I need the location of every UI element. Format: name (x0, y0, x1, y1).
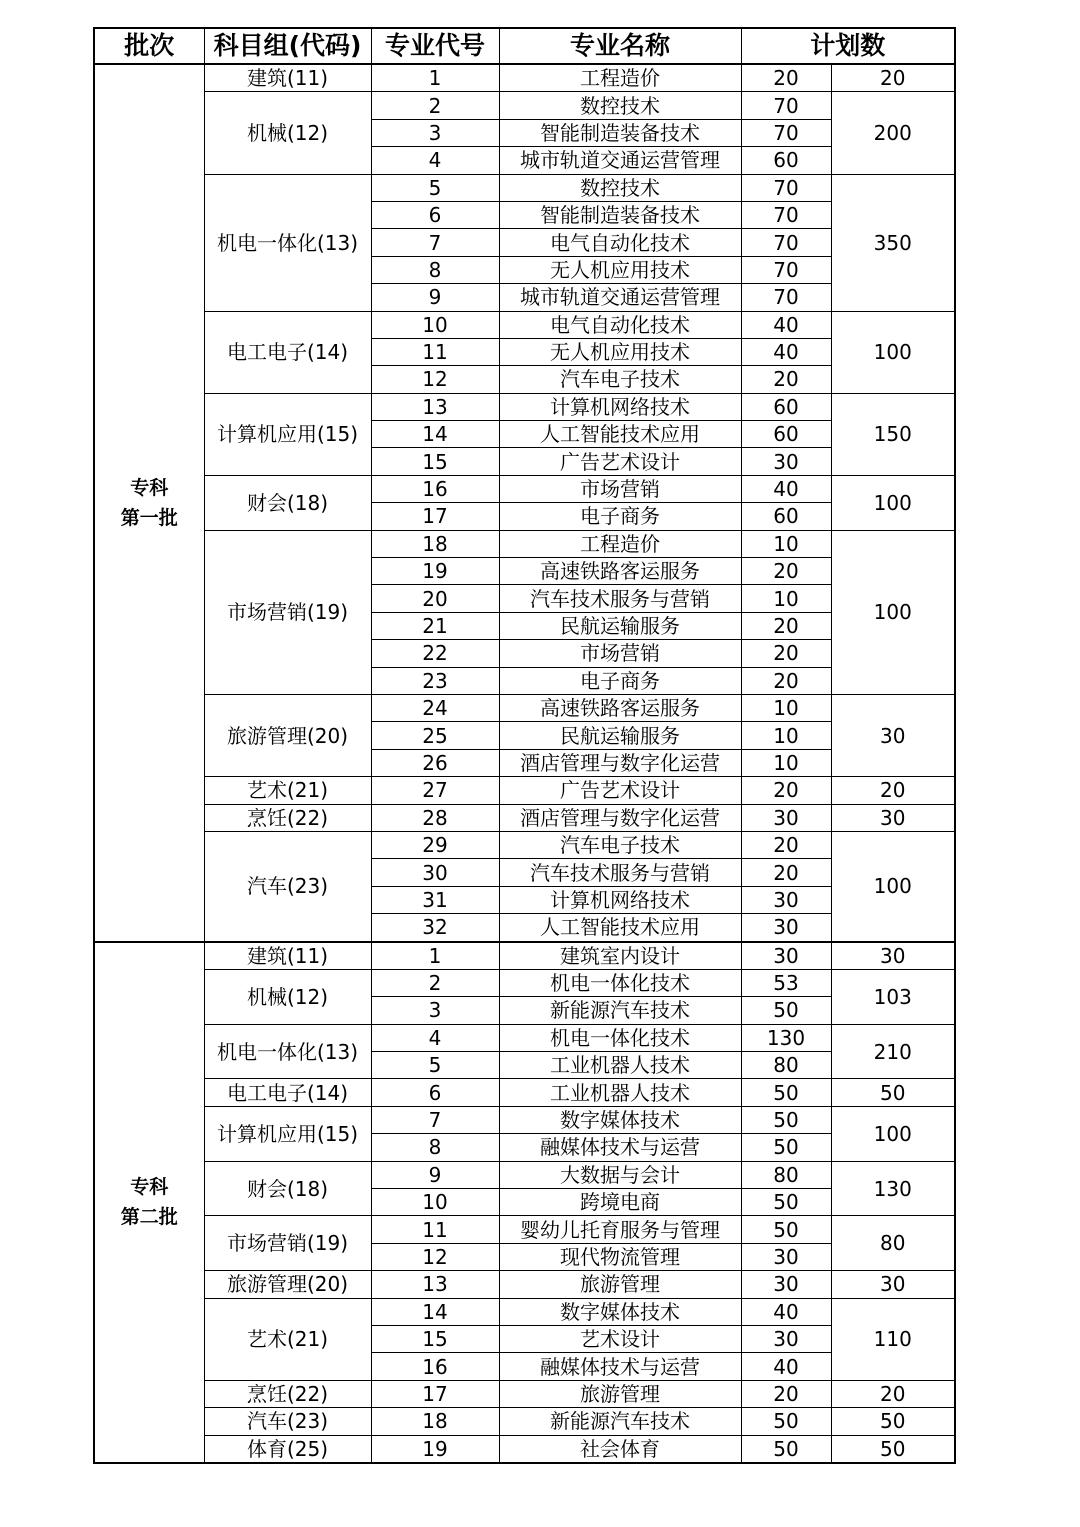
subject-group-cell: 市场营销(19) (204, 530, 371, 694)
subject-group-cell: 机械(12) (204, 92, 371, 174)
plan-count-cell: 60 (741, 393, 831, 420)
major-code-cell: 11 (371, 338, 499, 365)
plan-count-cell: 60 (741, 421, 831, 448)
major-code-cell: 18 (371, 530, 499, 557)
major-name-cell: 电子商务 (499, 503, 741, 530)
major-code-cell: 11 (371, 1216, 499, 1243)
plan-count-cell: 70 (741, 119, 831, 146)
plan-count-cell: 20 (741, 612, 831, 639)
major-code-cell: 17 (371, 1380, 499, 1407)
header-row (94, 28, 955, 64)
major-name-cell: 汽车技术服务与营销 (499, 585, 741, 612)
plan-count-cell: 30 (741, 1325, 831, 1352)
plan-count-cell: 10 (741, 585, 831, 612)
major-name-cell: 旅游管理 (499, 1271, 741, 1298)
plan-count-cell: 30 (741, 1243, 831, 1270)
major-name-cell: 酒店管理与数字化运营 (499, 749, 741, 776)
major-code-cell: 6 (371, 201, 499, 228)
major-code-cell: 24 (371, 694, 499, 721)
major-code-cell: 29 (371, 831, 499, 858)
major-name-cell: 新能源汽车技术 (499, 1408, 741, 1435)
plan-count-cell: 10 (741, 722, 831, 749)
major-code-cell: 12 (371, 366, 499, 393)
major-name-cell: 民航运输服务 (499, 612, 741, 639)
table-row (94, 311, 955, 338)
major-name-cell: 汽车电子技术 (499, 831, 741, 858)
major-code-cell: 1 (371, 942, 499, 970)
plan-count-cell: 20 (741, 1380, 831, 1407)
major-code-cell: 4 (371, 1024, 499, 1051)
plan-count-cell: 30 (741, 886, 831, 913)
table-row (94, 1298, 955, 1325)
plan-count-cell: 50 (741, 1106, 831, 1133)
major-code-cell: 5 (371, 174, 499, 201)
batch-label-line2: 第一批 (120, 506, 178, 529)
table-row (94, 92, 955, 119)
major-code-cell: 8 (371, 256, 499, 283)
plan-count-cell: 30 (741, 804, 831, 831)
major-name-cell: 计算机网络技术 (499, 393, 741, 420)
plan-count-cell: 10 (741, 749, 831, 776)
major-code-cell: 9 (371, 1161, 499, 1188)
plan-count-cell: 50 (741, 1216, 831, 1243)
header-plan-count: 计划数 (741, 28, 955, 64)
major-name-cell: 高速铁路客运服务 (499, 558, 741, 585)
table-row (94, 969, 955, 996)
major-name-cell: 酒店管理与数字化运营 (499, 804, 741, 831)
table-row (94, 64, 955, 92)
batch-label-line1: 专科 (130, 476, 169, 499)
batch-cell (94, 64, 204, 942)
major-name-cell: 智能制造装备技术 (499, 119, 741, 146)
subject-group-cell: 艺术(21) (204, 777, 371, 804)
major-name-cell: 融媒体技术与运营 (499, 1134, 741, 1161)
major-code-cell: 2 (371, 92, 499, 119)
plan-count-cell: 20 (741, 640, 831, 667)
major-code-cell: 23 (371, 667, 499, 694)
plan-count-cell: 20 (741, 831, 831, 858)
major-name-cell: 机电一体化技术 (499, 1024, 741, 1051)
major-code-cell: 8 (371, 1134, 499, 1161)
group-total-cell: 30 (831, 804, 955, 831)
plan-count-cell: 70 (741, 174, 831, 201)
group-total-cell: 20 (831, 1380, 955, 1407)
table-row (94, 1216, 955, 1243)
major-name-cell: 大数据与会计 (499, 1161, 741, 1188)
group-total-cell: 30 (831, 694, 955, 776)
major-code-cell: 22 (371, 640, 499, 667)
group-total-cell: 150 (831, 393, 955, 475)
major-code-cell: 9 (371, 284, 499, 311)
major-name-cell: 新能源汽车技术 (499, 997, 741, 1024)
major-name-cell: 工程造价 (499, 530, 741, 557)
major-name-cell: 广告艺术设计 (499, 777, 741, 804)
major-code-cell: 16 (371, 475, 499, 502)
table-row (94, 804, 955, 831)
table-row (94, 530, 955, 557)
group-total-cell: 210 (831, 1024, 955, 1079)
table-row (94, 1408, 955, 1435)
major-name-cell: 城市轨道交通运营管理 (499, 147, 741, 174)
plan-count-cell: 130 (741, 1024, 831, 1051)
major-code-cell: 4 (371, 147, 499, 174)
major-name-cell: 电气自动化技术 (499, 229, 741, 256)
major-name-cell: 工程造价 (499, 64, 741, 92)
major-name-cell: 广告艺术设计 (499, 448, 741, 475)
major-name-cell: 人工智能技术应用 (499, 421, 741, 448)
major-code-cell: 30 (371, 859, 499, 886)
plan-count-cell: 70 (741, 201, 831, 228)
major-name-cell: 现代物流管理 (499, 1243, 741, 1270)
plan-count-cell: 53 (741, 969, 831, 996)
table-row (94, 777, 955, 804)
subject-group-cell: 烹饪(22) (204, 1380, 371, 1407)
major-name-cell: 市场营销 (499, 475, 741, 502)
plan-count-cell: 70 (741, 92, 831, 119)
subject-group-cell: 市场营销(19) (204, 1216, 371, 1271)
major-code-cell: 13 (371, 1271, 499, 1298)
plan-count-cell: 60 (741, 503, 831, 530)
major-code-cell: 1 (371, 64, 499, 92)
group-total-cell: 100 (831, 530, 955, 694)
header-batch: 批次 (94, 28, 204, 64)
group-total-cell: 20 (831, 777, 955, 804)
group-total-cell: 80 (831, 1216, 955, 1271)
major-name-cell: 电气自动化技术 (499, 311, 741, 338)
plan-count-cell: 50 (741, 1408, 831, 1435)
subject-group-cell: 机电一体化(13) (204, 174, 371, 311)
plan-count-cell: 70 (741, 256, 831, 283)
major-code-cell: 14 (371, 421, 499, 448)
major-code-cell: 5 (371, 1052, 499, 1079)
major-code-cell: 3 (371, 119, 499, 146)
group-total-cell: 130 (831, 1161, 955, 1216)
major-code-cell: 10 (371, 311, 499, 338)
major-code-cell: 7 (371, 229, 499, 256)
major-name-cell: 艺术设计 (499, 1325, 741, 1352)
major-code-cell: 15 (371, 1325, 499, 1352)
table-row (94, 174, 955, 201)
enrollment-plan-table (93, 27, 956, 1464)
plan-count-cell: 10 (741, 694, 831, 721)
table-row (94, 1079, 955, 1106)
group-total-cell: 350 (831, 174, 955, 311)
header-major-code: 专业代号 (371, 28, 499, 64)
table-row (94, 475, 955, 502)
plan-count-cell: 30 (741, 942, 831, 970)
group-total-cell: 30 (831, 1271, 955, 1298)
major-code-cell: 12 (371, 1243, 499, 1270)
major-name-cell: 汽车电子技术 (499, 366, 741, 393)
plan-count-cell: 50 (741, 1189, 831, 1216)
major-code-cell: 16 (371, 1353, 499, 1380)
batch-cell (94, 942, 204, 1463)
major-name-cell: 智能制造装备技术 (499, 201, 741, 228)
group-total-cell: 100 (831, 475, 955, 530)
major-name-cell: 电子商务 (499, 667, 741, 694)
plan-count-cell: 70 (741, 229, 831, 256)
major-name-cell: 工业机器人技术 (499, 1052, 741, 1079)
subject-group-cell: 电工电子(14) (204, 1079, 371, 1106)
subject-group-cell: 机电一体化(13) (204, 1024, 371, 1079)
table-row (94, 1161, 955, 1188)
major-code-cell: 7 (371, 1106, 499, 1133)
plan-count-cell: 20 (741, 558, 831, 585)
major-code-cell: 13 (371, 393, 499, 420)
subject-group-cell: 财会(18) (204, 475, 371, 530)
major-code-cell: 10 (371, 1189, 499, 1216)
plan-count-cell: 20 (741, 777, 831, 804)
plan-count-cell: 40 (741, 1353, 831, 1380)
group-total-cell: 200 (831, 92, 955, 174)
major-name-cell: 无人机应用技术 (499, 338, 741, 365)
subject-group-cell: 烹饪(22) (204, 804, 371, 831)
plan-count-cell: 40 (741, 338, 831, 365)
major-code-cell: 21 (371, 612, 499, 639)
major-name-cell: 社会体育 (499, 1435, 741, 1463)
group-total-cell: 30 (831, 942, 955, 970)
plan-count-cell: 40 (741, 311, 831, 338)
major-code-cell: 2 (371, 969, 499, 996)
major-code-cell: 19 (371, 558, 499, 585)
major-name-cell: 高速铁路客运服务 (499, 694, 741, 721)
table-row (94, 393, 955, 420)
major-code-cell: 14 (371, 1298, 499, 1325)
major-name-cell: 旅游管理 (499, 1380, 741, 1407)
subject-group-cell: 财会(18) (204, 1161, 371, 1216)
header-major-name: 专业名称 (499, 28, 741, 64)
plan-count-cell: 80 (741, 1161, 831, 1188)
major-name-cell: 数字媒体技术 (499, 1298, 741, 1325)
plan-count-cell: 20 (741, 64, 831, 92)
plan-count-cell: 60 (741, 147, 831, 174)
subject-group-cell: 旅游管理(20) (204, 694, 371, 776)
plan-count-cell: 20 (741, 859, 831, 886)
group-total-cell: 100 (831, 1106, 955, 1161)
group-total-cell: 100 (831, 311, 955, 393)
plan-count-cell: 10 (741, 530, 831, 557)
group-total-cell: 50 (831, 1079, 955, 1106)
plan-count-cell: 50 (741, 1134, 831, 1161)
plan-count-cell: 20 (741, 366, 831, 393)
major-code-cell: 25 (371, 722, 499, 749)
group-total-cell: 20 (831, 64, 955, 92)
plan-count-cell: 30 (741, 1271, 831, 1298)
table-row (94, 1024, 955, 1051)
table-body (94, 64, 955, 1463)
subject-group-cell: 旅游管理(20) (204, 1271, 371, 1298)
table-row (94, 1435, 955, 1463)
major-name-cell: 婴幼儿托育服务与管理 (499, 1216, 741, 1243)
subject-group-cell: 建筑(11) (204, 942, 371, 970)
subject-group-cell: 体育(25) (204, 1435, 371, 1463)
major-code-cell: 18 (371, 1408, 499, 1435)
plan-count-cell: 30 (741, 914, 831, 942)
plan-count-cell: 70 (741, 284, 831, 311)
plan-count-cell: 30 (741, 448, 831, 475)
subject-group-cell: 建筑(11) (204, 64, 371, 92)
major-code-cell: 6 (371, 1079, 499, 1106)
plan-count-cell: 80 (741, 1052, 831, 1079)
subject-group-cell: 电工电子(14) (204, 311, 371, 393)
table-row (94, 694, 955, 721)
major-name-cell: 市场营销 (499, 640, 741, 667)
major-code-cell: 27 (371, 777, 499, 804)
major-code-cell: 19 (371, 1435, 499, 1463)
major-code-cell: 15 (371, 448, 499, 475)
major-name-cell: 无人机应用技术 (499, 256, 741, 283)
major-code-cell: 32 (371, 914, 499, 942)
subject-group-cell: 计算机应用(15) (204, 1106, 371, 1161)
major-name-cell: 计算机网络技术 (499, 886, 741, 913)
subject-group-cell: 汽车(23) (204, 1408, 371, 1435)
group-total-cell: 100 (831, 831, 955, 941)
major-name-cell: 民航运输服务 (499, 722, 741, 749)
major-code-cell: 31 (371, 886, 499, 913)
subject-group-cell: 机械(12) (204, 969, 371, 1024)
major-name-cell: 跨境电商 (499, 1189, 741, 1216)
major-name-cell: 建筑室内设计 (499, 942, 741, 970)
group-total-cell: 110 (831, 1298, 955, 1380)
group-total-cell: 103 (831, 969, 955, 1024)
major-name-cell: 城市轨道交通运营管理 (499, 284, 741, 311)
group-total-cell: 50 (831, 1435, 955, 1463)
major-name-cell: 人工智能技术应用 (499, 914, 741, 942)
plan-count-cell: 50 (741, 997, 831, 1024)
subject-group-cell: 计算机应用(15) (204, 393, 371, 475)
major-name-cell: 数控技术 (499, 92, 741, 119)
header-subject-group: 科目组(代码) (204, 28, 371, 64)
table-row (94, 1380, 955, 1407)
major-name-cell: 数控技术 (499, 174, 741, 201)
plan-count-cell: 20 (741, 667, 831, 694)
subject-group-cell: 艺术(21) (204, 1298, 371, 1380)
major-name-cell: 汽车技术服务与营销 (499, 859, 741, 886)
table-row (94, 831, 955, 858)
major-code-cell: 26 (371, 749, 499, 776)
plan-count-cell: 40 (741, 475, 831, 502)
batch-label-line1: 专科 (130, 1176, 169, 1199)
major-name-cell: 工业机器人技术 (499, 1079, 741, 1106)
group-total-cell: 50 (831, 1408, 955, 1435)
batch-label-line2: 第二批 (120, 1206, 178, 1229)
plan-count-cell: 40 (741, 1298, 831, 1325)
plan-count-cell: 50 (741, 1435, 831, 1463)
major-code-cell: 17 (371, 503, 499, 530)
major-name-cell: 融媒体技术与运营 (499, 1353, 741, 1380)
subject-group-cell: 汽车(23) (204, 831, 371, 941)
table-row (94, 942, 955, 970)
plan-count-cell: 50 (741, 1079, 831, 1106)
major-name-cell: 数字媒体技术 (499, 1106, 741, 1133)
major-name-cell: 机电一体化技术 (499, 969, 741, 996)
table-row (94, 1106, 955, 1133)
major-code-cell: 3 (371, 997, 499, 1024)
table-row (94, 1271, 955, 1298)
major-code-cell: 28 (371, 804, 499, 831)
major-code-cell: 20 (371, 585, 499, 612)
